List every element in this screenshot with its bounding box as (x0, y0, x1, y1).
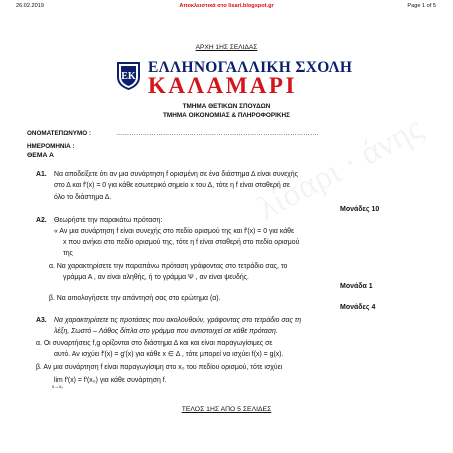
a2-beta-marks: Μονάδες 4 (340, 304, 376, 311)
name-fill-line[interactable]: ………………………………………………………………………………. (116, 130, 320, 137)
a2-alpha-line-1: α. Να χαρακτηρίσετε την παραπάνω πρόταση γράφοντας στο τετράδιο σας, το (49, 263, 288, 270)
a3-beta-line-1: β. Αν μια συνάρτηση f είναι παραγωγίσιμη στο x₀ του πεδίου ορισμού, τότε ισχύει (36, 364, 283, 371)
a2-quote-line-3: της (63, 250, 73, 257)
a1-line-3: όλο το διάστημα Δ. (54, 194, 112, 201)
a1-line-1: Να αποδείξετε ότι αν μια συνάρτηση f ορισμένη σε ένα διάστημα Δ είναι συνεχής (54, 171, 298, 178)
logo-letters: ΕΚ (121, 71, 136, 82)
department-2: ΤΜΗΜΑ ΟΙΚΟΝΟΜΙΑΣ & ΠΛΗΡΟΦΟΡΙΚΗΣ (163, 112, 290, 119)
department-1: ΤΜΗΜΑ ΘΕΤΙΚΩΝ ΣΠΟΥΔΩΝ (182, 103, 271, 110)
header-page-number: Page 1 of 5 (407, 3, 436, 9)
a3-beta-line-2: lim f′(x) = f′(x₀) για κάθε συνάρτηση f. (54, 377, 167, 384)
theme-heading: ΘΕΜΑ Α (27, 152, 54, 159)
a3-alpha-line-2: αυτό. Αν ισχύει f′(x) = g′(x) για κάθε x ∈ Δ , τότε μπορεί να ισχύει f(x) = g(x). (54, 351, 284, 358)
a1-marks: Μονάδες 10 (340, 206, 380, 213)
a2-beta: β. Να αιτιολογήσετε την απάντησή σας στο ερώτημα (α). (49, 295, 221, 302)
a3-intro-line-2: λέξη, Σωστό – Λάθος δίπλα στο γράμμα που αντιστοιχεί σε κάθε πρόταση. (54, 328, 278, 335)
school-shield-logo (115, 60, 142, 91)
a2-alpha-marks: Μονάδα 1 (340, 283, 373, 290)
name-label: ΟΝΟΜΑΤΕΠΩΝΥΜΟ : (27, 130, 91, 137)
a2-intro: Θεωρήστε την παρακάτω πρόταση: (54, 217, 163, 224)
date-label: ΗΜΕΡΟΜΗΝΙΑ : (27, 143, 75, 150)
a2-quote-line-1: « Αν μια συνάρτηση f είναι συνεχής στο πεδίο ορισμού της και f′(x) = 0 για κάθε (54, 228, 295, 235)
a3-number: Α3. (36, 317, 47, 324)
page-footer: ΤΕΛΟΣ 1ΗΣ ΑΠΟ 5 ΣΕΛΙΔΕΣ (181, 406, 272, 413)
school-name-line2: ΚΑΛΑΜΑΡΙ (148, 73, 297, 98)
a2-quote-line-2: x που ανήκει στο πεδίο ορισμού της, τότε η f είναι σταθερή στο πεδίο ορισμού (63, 239, 300, 246)
a1-line-2: στο Δ και f′(x) = 0 για κάθε εσωτερικό σημείο x του Δ, τότε η f είναι σταθερή σε (54, 182, 290, 189)
a3-limit-subscript: x→x₀ (52, 384, 63, 389)
start-title: ΑΡΧΗ 1ΗΣ ΣΕΛΙΔΑΣ (195, 44, 258, 51)
a3-intro-line-1: Να χαρακτηρίσετε τις προτάσεις που ακολουθούν, γράφοντας στο τετράδιο σας τη (54, 317, 302, 324)
a2-alpha-line-2: γράμμα Α , αν είναι αληθής, ή το γράμμα Ψ , αν είναι ψευδής. (63, 274, 249, 281)
a2-number: Α2. (36, 217, 47, 224)
header-date: 26.02.2019 (16, 3, 44, 9)
a3-alpha-line-1: α. Οι συναρτήσεις f,g ορίζονται στο διάστημα Δ και και είναι παραγωγίσιμες σε (36, 340, 273, 347)
school-name-line1: ΕΛΛΗΝΟΓΑΛΛΙΚΗ ΣΧΟΛΗ (148, 59, 353, 76)
a1-number: Α1. (36, 171, 47, 178)
header-site-link[interactable]: Αποκλειστικά στο lisari.blogspot.gr (179, 3, 274, 9)
